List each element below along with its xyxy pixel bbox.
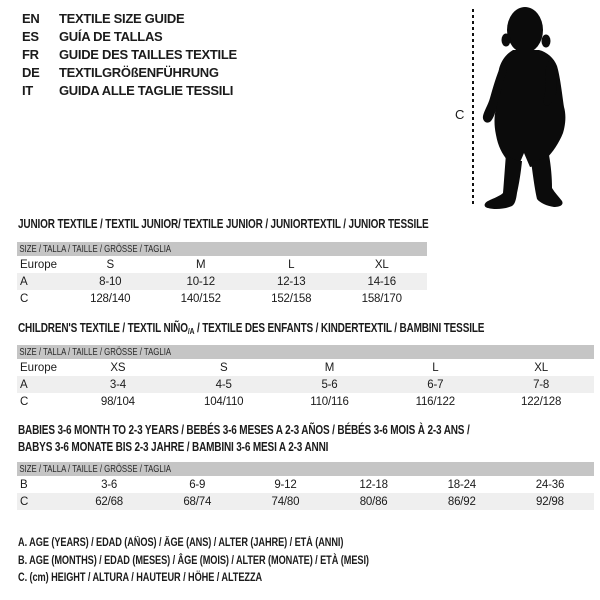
size-value-cell: 62/68 <box>95 495 123 508</box>
size-value-cell: 3-6 <box>101 478 118 491</box>
row-label: C <box>20 292 29 305</box>
size-value-cell: 6-7 <box>427 378 444 391</box>
row-label: Europe <box>20 361 58 374</box>
language-title: GUIDA ALLE TAGLIE TESSILI <box>59 83 234 98</box>
language-title: GUIDE DES TAILLES TEXTILE <box>59 47 237 62</box>
size-value-cell: 8-10 <box>99 275 122 288</box>
language-list <box>22 10 237 100</box>
footnote-line: B. AGE (MONTHS) / EDAD (MESES) / ÂGE (MOIS) / ALTER (MONATE) / ETÀ (MESI) <box>18 554 369 567</box>
junior-size-table <box>17 242 427 307</box>
junior-heading <box>18 216 429 233</box>
heading-subscript: /A <box>187 326 195 336</box>
size-value-cell: 18-24 <box>447 478 476 491</box>
size-row <box>17 476 594 493</box>
heading-line <box>18 320 485 340</box>
size-value-cell: 12-13 <box>277 275 306 288</box>
size-row <box>17 273 427 290</box>
language-code: EN <box>22 11 40 26</box>
row-label: Europe <box>20 258 58 271</box>
row-label: A <box>20 275 28 288</box>
size-value-cell: 104/110 <box>204 395 244 408</box>
size-value-cell: 86/92 <box>447 495 476 508</box>
size-value-cell: 3-4 <box>109 378 126 391</box>
heading-text: BABIES 3-6 MONTH TO 2-3 YEARS / BEBÉS 3-6 MESES A 2-3 AÑOS / BÉBÉS 3-6 MOIS À 2-3 ANS / <box>18 423 470 437</box>
children-section <box>17 320 594 420</box>
size-value-cell: M <box>196 258 206 271</box>
row-label: B <box>20 478 28 491</box>
size-row <box>17 493 594 510</box>
table-header-label: SIZE / TALLA / TAILLE / GRÖSSE / TAGLIA <box>19 243 172 255</box>
heading-text: / TEXTILE DES ENFANTS / KINDERTEXTIL / BAMBINI TESSILE <box>194 321 485 335</box>
size-value-cell: 6-9 <box>189 478 206 491</box>
row-label: C <box>20 495 29 508</box>
babies-heading <box>18 422 479 456</box>
table-header-bar <box>17 345 594 359</box>
size-value-cell: 12-18 <box>359 478 388 491</box>
size-value-cell: 152/158 <box>271 292 312 305</box>
children-heading <box>18 320 485 340</box>
table-header-label: SIZE / TALLA / TAILLE / GRÖSSE / TAGLIA <box>19 463 172 475</box>
size-value-cell: 122/128 <box>521 395 562 408</box>
size-value-cell: S <box>106 258 114 271</box>
language-row <box>22 64 237 82</box>
height-measure-label: C <box>455 107 465 122</box>
heading-line <box>18 422 479 439</box>
footnotes <box>18 535 369 588</box>
size-value-cell: 14-16 <box>367 275 396 288</box>
language-code: DE <box>22 65 40 80</box>
language-row <box>22 82 237 100</box>
size-value-cell: 74/80 <box>271 495 300 508</box>
size-value-cell: 110/116 <box>310 395 349 408</box>
babies-section <box>17 422 594 522</box>
language-row <box>22 46 237 64</box>
size-row <box>17 290 427 307</box>
size-row <box>17 256 427 273</box>
size-value-cell: 158/170 <box>361 292 402 305</box>
table-header-bar <box>17 462 594 476</box>
junior-section <box>17 216 427 316</box>
footnote-line: C. (cm) HEIGHT / ALTURA / HAUTEUR / HÖHE / ALTEZZA <box>18 572 263 584</box>
size-row <box>17 376 594 393</box>
language-title: GUÍA DE TALLAS <box>59 29 163 44</box>
size-value-cell: XL <box>534 361 548 374</box>
size-value-cell: 4-5 <box>215 378 232 391</box>
size-value-cell: L <box>288 258 295 271</box>
size-value-cell: L <box>432 361 439 374</box>
table-header-bar <box>17 242 427 256</box>
size-value-cell: XS <box>110 361 126 374</box>
size-value-cell: 116/122 <box>415 395 455 408</box>
size-value-cell: 5-6 <box>321 378 338 391</box>
size-value-cell: 7-8 <box>533 378 550 391</box>
language-title: TEXTILGRÖßENFÜHRUNG <box>59 65 219 80</box>
size-value-cell: 140/152 <box>180 292 221 305</box>
size-value-cell: 68/74 <box>183 495 212 508</box>
toddler-silhouette-icon <box>479 4 594 214</box>
size-value-cell: XL <box>374 258 389 271</box>
heading-text: CHILDREN'S TEXTILE / TEXTIL NIÑO <box>18 321 188 335</box>
language-row <box>22 10 237 28</box>
heading-text: JUNIOR TEXTILE / TEXTIL JUNIOR/ TEXTILE JUNIOR / JUNIORTEXTIL / JUNIOR TESSILE <box>18 217 429 231</box>
language-code: ES <box>22 29 39 44</box>
language-title: TEXTILE SIZE GUIDE <box>59 11 185 26</box>
size-value-cell: 24-36 <box>535 478 565 491</box>
row-label: A <box>20 378 28 391</box>
size-row <box>17 393 594 410</box>
size-row <box>17 359 594 376</box>
size-value-cell: 10-12 <box>186 275 215 288</box>
language-code: IT <box>22 83 33 98</box>
babies-size-table <box>17 462 594 510</box>
table-header-label: SIZE / TALLA / TAILLE / GRÖSSE / TAGLIA <box>19 346 172 358</box>
size-value-cell: 9-12 <box>274 478 297 491</box>
height-measure-dashed-line <box>472 9 474 207</box>
language-code: FR <box>22 47 39 62</box>
size-value-cell: 92/98 <box>536 495 564 508</box>
size-value-cell: 128/140 <box>90 292 131 305</box>
size-value-cell: 80/86 <box>359 495 388 508</box>
footnote-line: A. AGE (YEARS) / EDAD (AÑOS) / ÂGE (ANS) / ALTER (JAHRE) / ETÀ (ANNI) <box>18 537 344 549</box>
row-label: C <box>20 395 29 408</box>
language-row <box>22 28 237 46</box>
size-value-cell: S <box>219 361 228 374</box>
size-value-cell: 98/104 <box>100 395 135 408</box>
heading-line <box>18 439 479 456</box>
size-value-cell: M <box>324 361 335 374</box>
children-size-table <box>17 345 594 410</box>
heading-line <box>18 216 429 233</box>
heading-text: BABYS 3-6 MONATE BIS 2-3 JAHRE / BAMBINI 3-6 MESI A 2-3 ANNI <box>18 440 329 454</box>
